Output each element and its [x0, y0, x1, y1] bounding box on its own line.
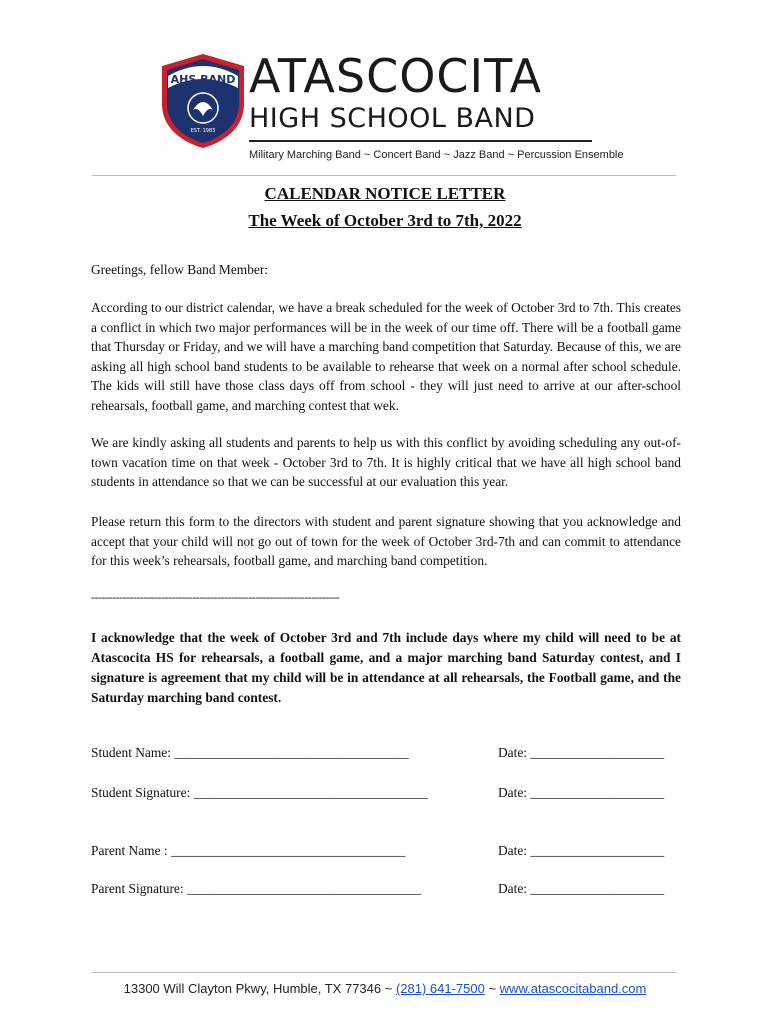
footer-separator: ~: [484, 981, 500, 996]
paragraph-3: Please return this form to the directors with student and parent signature showing that you acknowledge and accept that your child will not go out of town for the week of October 3rd-7th and can commit to attendance for this week’s rehearsals, football game, and marching band competition.: [91, 514, 681, 568]
parent-name-field[interactable]: Parent Name : ___________________________________: [91, 843, 406, 858]
logo-text-bottom: EST. 1983: [190, 128, 216, 134]
parent-signature-field[interactable]: Parent Signature: ___________________________________: [91, 881, 422, 896]
brand-underline: [249, 140, 592, 142]
student-signature-field[interactable]: Student Signature: ___________________________________: [91, 785, 428, 800]
parent-name-date-field[interactable]: Date: ____________________: [498, 843, 665, 858]
paragraph-1: According to our district calendar, we have a break scheduled for the week of October 3rd to 7th. This creates a conflict in which two major performances will be in the week of our time off. There will be a football game that Thursday or Friday, and we will have a marching band competition that Saturday. Because of this, we are asking all high school band students to be available to rehearse that week on a normal after school schedule. The kids will still have those class days off from school - they will just need to arrive at our after-school rehearsals, football game, and marching contest that wek.: [91, 300, 681, 413]
student-name-field[interactable]: Student Name: ___________________________________: [91, 745, 409, 760]
letterhead: [0, 0, 770, 180]
header-divider: [92, 175, 676, 176]
footer-divider: [92, 972, 676, 973]
paragraph-2: We are kindly asking all students and parents to help us with this conflict by avoiding scheduling any out-of-town vacation time on that week - October 3rd to 7th. It is highly critical that we have all high school band students in attendance so that we can be successful at our evaluation this year.: [91, 435, 681, 489]
footer: [0, 981, 770, 996]
brand-tagline: Military Marching Band ~ Concert Band ~ Jazz Band ~ Percussion Ensemble: [249, 149, 624, 161]
brand-subtitle: HIGH SCHOOL BAND: [249, 103, 536, 134]
ahs-band-shield-logo: [160, 52, 246, 150]
tear-line: -----------------------------------------------------------------------: [91, 590, 340, 604]
footer-website-link[interactable]: www.atascocitaband.com: [499, 981, 647, 996]
brand-title: ATASCOCITA: [249, 49, 543, 103]
student-name-date-field[interactable]: Date: ____________________: [498, 745, 665, 760]
parent-signature-date-field[interactable]: Date: ____________________: [498, 881, 665, 896]
greeting: Greetings, fellow Band Member:: [91, 262, 269, 277]
letter-title: CALENDAR NOTICE LETTER: [264, 184, 506, 203]
logo-text-top: AHS BAND: [170, 73, 236, 86]
footer-phone-link[interactable]: (281) 641-7500: [395, 981, 485, 996]
acknowledgement-statement: I acknowledge that the week of October 3rd and 7th include days where my child will need to be at Atascocita HS for rehearsals, a football game, and a major marching band Saturday contest, and I signature is agreement that my child will be in attendance at all rehearsals, the Football game, and the Saturday marching band contest.: [91, 630, 681, 705]
student-signature-date-field[interactable]: Date: ____________________: [498, 785, 665, 800]
letter-subtitle: The Week of October 3rd to 7th, 2022: [248, 211, 522, 230]
footer-address: 13300 Will Clayton Pkwy, Humble, TX 77346 ~: [123, 981, 396, 996]
